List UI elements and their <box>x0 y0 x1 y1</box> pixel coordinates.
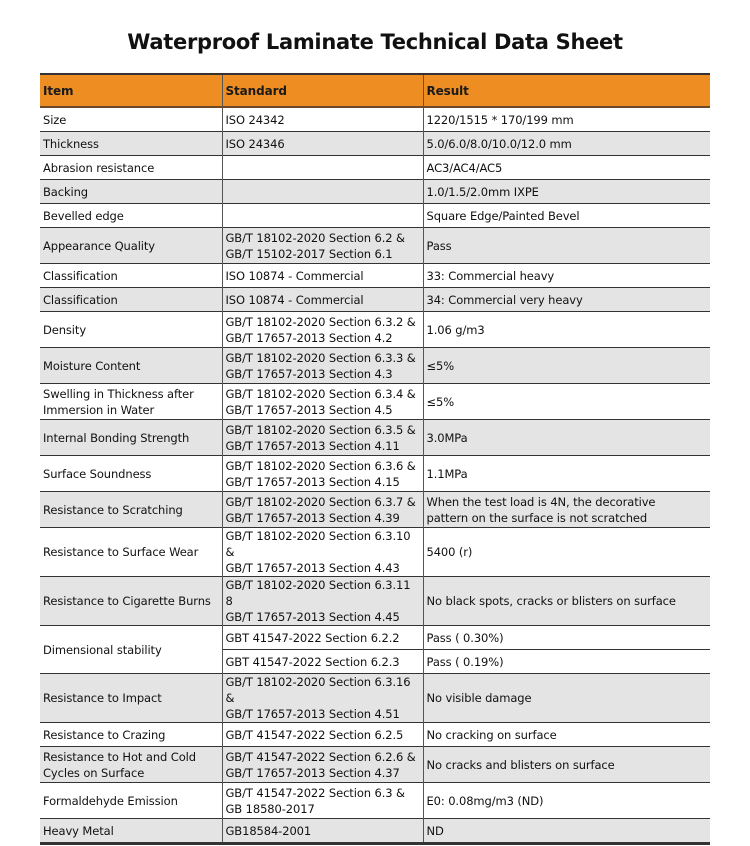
item-cell <box>40 384 222 420</box>
standard-cell: GB18584-2001 <box>222 819 423 844</box>
table-row <box>40 723 710 747</box>
table-row <box>40 674 710 723</box>
result-cell: 33: Commercial heavy <box>423 264 710 288</box>
standard-cell <box>222 420 423 456</box>
standard-cell: GBT 41547-2022 Section 6.2.2 <box>222 626 423 650</box>
standard-cell-line: GB/T 18102-2020 Section 6.3.6 & <box>225 458 416 473</box>
standard-cell-line: GB/T 18102-2020 Section 6.3.4 & <box>225 386 416 401</box>
table-row <box>40 420 710 456</box>
table-row <box>40 626 710 650</box>
standard-cell-line: GB/T 18102-2020 Section 6.3.7 & <box>225 494 416 509</box>
standard-cell <box>222 228 423 264</box>
standard-cell-line: GB/T 18102-2020 Section 6.3.2 & <box>225 314 416 329</box>
item-cell-line: Immersion in Water <box>43 402 155 417</box>
standard-cell: GB/T 41547-2022 Section 6.2.5 <box>222 723 423 747</box>
standard-cell-line: GB/T 18102-2020 Section 6.2 & <box>225 230 405 245</box>
item-cell: Resistance to Crazing <box>43 727 166 742</box>
standard-cell <box>222 156 423 180</box>
standard-cell-line: GB/T 17657-2013 Section 4.37 <box>225 765 400 780</box>
result-cell: 5.0/6.0/8.0/10.0/12.0 mm <box>423 132 710 156</box>
standard-cell-line: GB/T 17657-2013 Section 4.15 <box>225 474 400 489</box>
table-row <box>40 264 710 288</box>
standard-cell <box>222 348 423 384</box>
standard-cell <box>222 577 423 626</box>
result-cell: No visible damage <box>423 674 710 723</box>
item-cell: Size <box>43 112 67 127</box>
table-header-row <box>40 74 710 107</box>
result-cell: 34: Commercial very heavy <box>423 288 710 312</box>
standard-cell <box>222 312 423 348</box>
result-cell: No cracking on surface <box>423 723 710 747</box>
table-row <box>40 156 710 180</box>
table-row <box>40 747 710 783</box>
standard-cell-line: GB/T 41547-2022 Section 6.2.6 & <box>225 749 416 764</box>
column-header-standard: Standard <box>222 74 423 107</box>
standard-cell-line: GB/T 18102-2020 Section 6.3.5 & <box>225 422 416 437</box>
table-row <box>40 132 710 156</box>
table-row <box>40 348 710 384</box>
standard-cell-line: GB/T 17657-2013 Section 4.51 <box>225 707 400 721</box>
table-row <box>40 492 710 528</box>
table-row <box>40 180 710 204</box>
standard-cell <box>222 747 423 783</box>
standard-cell: ISO 10874 - Commercial <box>222 288 423 312</box>
item-cell: Density <box>43 322 87 337</box>
item-cell: Heavy Metal <box>43 823 114 838</box>
table-row <box>40 107 710 132</box>
standard-cell <box>222 180 423 204</box>
item-cell: Formaldehyde Emission <box>43 793 178 808</box>
result-cell: 5400 (r) <box>423 528 710 577</box>
table-row <box>40 819 710 844</box>
item-cell-line: Resistance to Hot and Cold <box>43 749 196 764</box>
column-header-item: Item <box>43 83 74 98</box>
standard-cell-line: GB/T 18102-2020 Section 6.3.10 & <box>225 529 411 559</box>
result-cell: 1.0/1.5/2.0mm IXPE <box>423 180 710 204</box>
result-cell: 1.06 g/m3 <box>423 312 710 348</box>
item-cell: Bevelled edge <box>43 208 124 223</box>
standard-cell <box>222 528 423 577</box>
result-cell: 3.0MPa <box>423 420 710 456</box>
item-cell: Resistance to Impact <box>43 691 162 705</box>
result-cell-line: pattern on the surface is not scratched <box>426 510 648 525</box>
table-row <box>40 204 710 228</box>
table-row <box>40 783 710 819</box>
item-cell: Moisture Content <box>43 358 141 373</box>
result-cell-line: When the test load is 4N, the decorative <box>426 494 656 509</box>
table-row <box>40 288 710 312</box>
standard-cell: ISO 24342 <box>222 107 423 132</box>
item-cell: Resistance to Cigarette Burns <box>43 594 211 608</box>
technical-data-table <box>40 73 710 845</box>
item-cell: Appearance Quality <box>43 238 155 253</box>
result-cell: 1220/1515 * 170/199 mm <box>423 107 710 132</box>
result-cell: No cracks and blisters on surface <box>423 747 710 783</box>
standard-cell <box>222 384 423 420</box>
table-body <box>40 107 710 844</box>
standard-cell-line: GB/T 17657-2013 Section 4.45 <box>225 610 400 624</box>
standard-cell <box>222 204 423 228</box>
table-row <box>40 384 710 420</box>
result-cell: ≤5% <box>423 384 710 420</box>
standard-cell-line: GB/T 17657-2013 Section 4.43 <box>225 561 400 575</box>
standard-cell <box>222 783 423 819</box>
standard-cell: ISO 24346 <box>222 132 423 156</box>
column-header-result: Result <box>423 74 710 107</box>
table-row <box>40 228 710 264</box>
standard-cell-line: GB/T 17657-2013 Section 4.2 <box>225 330 393 345</box>
item-cell: Resistance to Surface Wear <box>43 545 199 559</box>
item-cell-line: Swelling in Thickness after <box>43 386 194 401</box>
table-row <box>40 577 710 626</box>
standard-cell <box>222 456 423 492</box>
standard-cell <box>222 492 423 528</box>
item-cell: Classification <box>43 268 118 283</box>
result-cell: No black spots, cracks or blisters on surface <box>423 577 710 626</box>
standard-cell-line: GB/T 18102-2020 Section 6.3.3 & <box>225 350 416 365</box>
standard-cell-line: GB/T 18102-2020 Section 6.3.16 & <box>225 675 411 705</box>
item-cell: Thickness <box>43 136 99 151</box>
result-cell <box>423 492 710 528</box>
result-cell: 1.1MPa <box>423 456 710 492</box>
table-row <box>40 456 710 492</box>
standard-cell-line: GB 18580-2017 <box>225 801 315 816</box>
result-cell: Pass <box>423 228 710 264</box>
standard-cell-line: GB/T 18102-2020 Section 6.3.11 8 <box>225 578 411 608</box>
table-row <box>40 528 710 577</box>
standard-cell-line: GB/T 17657-2013 Section 4.3 <box>225 366 393 381</box>
result-cell: ND <box>423 819 710 844</box>
item-cell: Abrasion resistance <box>43 160 155 175</box>
item-cell: Dimensional stability <box>43 642 162 657</box>
result-cell: Square Edge/Painted Bevel <box>423 204 710 228</box>
item-cell: Classification <box>43 292 118 307</box>
result-cell: Pass ( 0.30%) <box>423 626 710 650</box>
standard-cell-line: GB/T 15102-2017 Section 6.1 <box>225 246 393 261</box>
result-cell: AC3/AC4/AC5 <box>423 156 710 180</box>
item-cell: Surface Soundness <box>43 466 152 481</box>
item-cell-line: Cycles on Surface <box>43 765 145 780</box>
standard-cell-line: GB/T 17657-2013 Section 4.39 <box>225 510 400 525</box>
standard-cell-line: GB/T 17657-2013 Section 4.11 <box>225 438 400 453</box>
page-title: Waterproof Laminate Technical Data Sheet <box>127 30 623 54</box>
result-cell: ≤5% <box>423 348 710 384</box>
standard-cell-line: GB/T 17657-2013 Section 4.5 <box>225 402 393 417</box>
item-cell: Backing <box>43 184 89 199</box>
item-cell <box>40 747 222 783</box>
item-cell: Internal Bonding Strength <box>43 430 190 445</box>
table-row <box>40 312 710 348</box>
standard-cell: ISO 10874 - Commercial <box>222 264 423 288</box>
standard-cell-line: GB/T 41547-2022 Section 6.3 & <box>225 785 405 800</box>
result-cell: E0: 0.08mg/m3 (ND) <box>423 783 710 819</box>
standard-cell <box>222 674 423 723</box>
item-cell: Resistance to Scratching <box>43 502 183 517</box>
result-cell: Pass ( 0.19%) <box>423 650 710 674</box>
standard-cell: GBT 41547-2022 Section 6.2.3 <box>222 650 423 674</box>
